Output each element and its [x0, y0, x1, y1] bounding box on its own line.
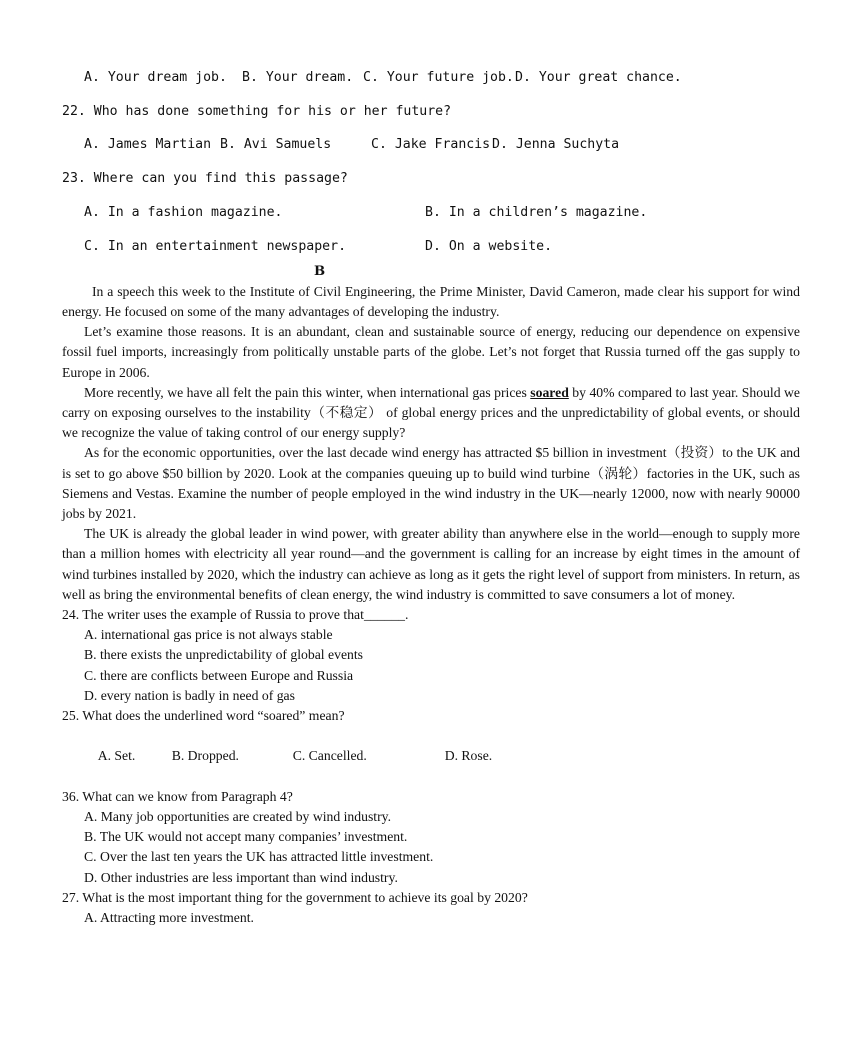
q36-option-b: B. The UK would not accept many companies’ investment.	[84, 829, 408, 845]
q25-option-b: B. Dropped.	[171, 748, 239, 764]
q36-option-d: D. Other industries are less important than wind industry.	[84, 869, 398, 885]
q36-stem: 36. What can we know from Paragraph 4?	[62, 788, 293, 804]
q23-options-row1	[62, 203, 800, 223]
q25-option-a: A. Set.	[97, 748, 136, 764]
q23-stem: 23. Where can you find this passage?	[62, 171, 348, 187]
passage-paragraph-4: As for the economic opportunities, over the last decade wind energy has attracted $5 billion in investment（投资）to the UK and is set to go above $50 billion by 2020. Look at the companies queuing up to build wind turbine（涡轮）factories in the UK, such as Siemens and Vestas. Examine the number of people employed in the wind industry in the UK—nearly 12000, now with nearly 90000 jobs by 2021.	[62, 445, 800, 521]
exam-page	[62, 68, 800, 928]
q24-option-a: A. international gas price is not always stable	[84, 627, 333, 643]
q22-option-a: A. James Martian	[84, 137, 212, 153]
q22-option-c: C. Jake Francis	[371, 137, 491, 153]
q22-option-d: D. Jenna Suchyta	[492, 137, 620, 153]
q27-option-a: A. Attracting more investment.	[84, 910, 254, 926]
q25-stem: 25. What does the underlined word “soared” mean?	[62, 707, 345, 723]
q21-option-b: B. Your dream.	[242, 70, 354, 85]
paragraph-3-text-before: More recently, we have all felt the pain this winter, when international gas prices	[84, 384, 531, 400]
underlined-word-soared: soared	[530, 384, 569, 400]
q24-option-d: D. every nation is badly in need of gas	[84, 687, 295, 703]
passage-paragraph-3	[62, 383, 800, 444]
q23-option-a: A. In a fashion magazine.	[84, 204, 283, 220]
passage-paragraph-1: In a speech this week to the Institute of Civil Engineering, the Prime Minister, David Cameron, made clear his support for wind energy. He focused on some of the many advantages of developing the industry.	[62, 283, 800, 319]
q21-option-a: A. Your dream job.	[84, 70, 227, 85]
q22-options	[62, 135, 800, 155]
q24-option-c: C. there are conflicts between Europe and Russia	[84, 667, 354, 683]
q21-option-c: C. Your future job.	[363, 70, 514, 85]
q36-option-c: C. Over the last ten years the UK has attracted little investment.	[84, 849, 434, 865]
q24-stem: 24. The writer uses the example of Russia to prove that______.	[62, 606, 409, 622]
q25-option-c: C. Cancelled.	[292, 748, 367, 764]
q23-option-d: D. On a website.	[425, 238, 553, 254]
q23-option-b: B. In a children’s magazine.	[425, 204, 648, 220]
q24-option-b: B. there exists the unpredictability of global events	[84, 647, 364, 663]
q22-option-b: B. Avi Samuels	[220, 137, 332, 153]
passage-paragraph-2: Let’s examine those reasons. It is an abundant, clean and sustainable source of energy, reducing our dependence on expensive fossil fuel imports, increasingly from politically unstable parts of the globe. Let’s not forget that Russia turned off the gas supply to Europe in 2006.	[62, 324, 800, 380]
paragraph-3-text-after: by 40% compared to last year. Should we carry on exposing ourselves to the instability（不稳定） of global energy prices and the unpredictability of global events, or should we recognize the value of taking control of our energy supply?	[62, 384, 800, 441]
passage-paragraph-5: The UK is already the global leader in wind power, with greater ability than anywhere else in the world—enough to supply more than a million homes with electricity all year round—and the government is calling for an increase by eight times in the amount of wind turbines installed by 2020, which the industry can achieve as long as it gets the right level of support from ministers. In return, as well as bring the environmental benefits of clean energy, the wind industry is committed to save consumers a lot of money.	[62, 526, 800, 602]
q36-option-a: A. Many job opportunities are created by wind industry.	[84, 809, 392, 824]
q22-stem: 22. Who has done something for his or her future?	[62, 103, 452, 119]
q25-option-d: D. Rose.	[444, 748, 493, 764]
q21-options	[62, 68, 800, 88]
q23-options-row2	[62, 237, 800, 257]
q25-options	[62, 726, 800, 787]
section-title: B	[314, 263, 326, 279]
q21-option-d: D. Your great chance.	[515, 70, 682, 85]
q23-option-c: C. In an entertainment newspaper.	[84, 238, 347, 254]
q27-stem: 27. What is the most important thing for the government to achieve its goal by 2020?	[62, 889, 528, 905]
